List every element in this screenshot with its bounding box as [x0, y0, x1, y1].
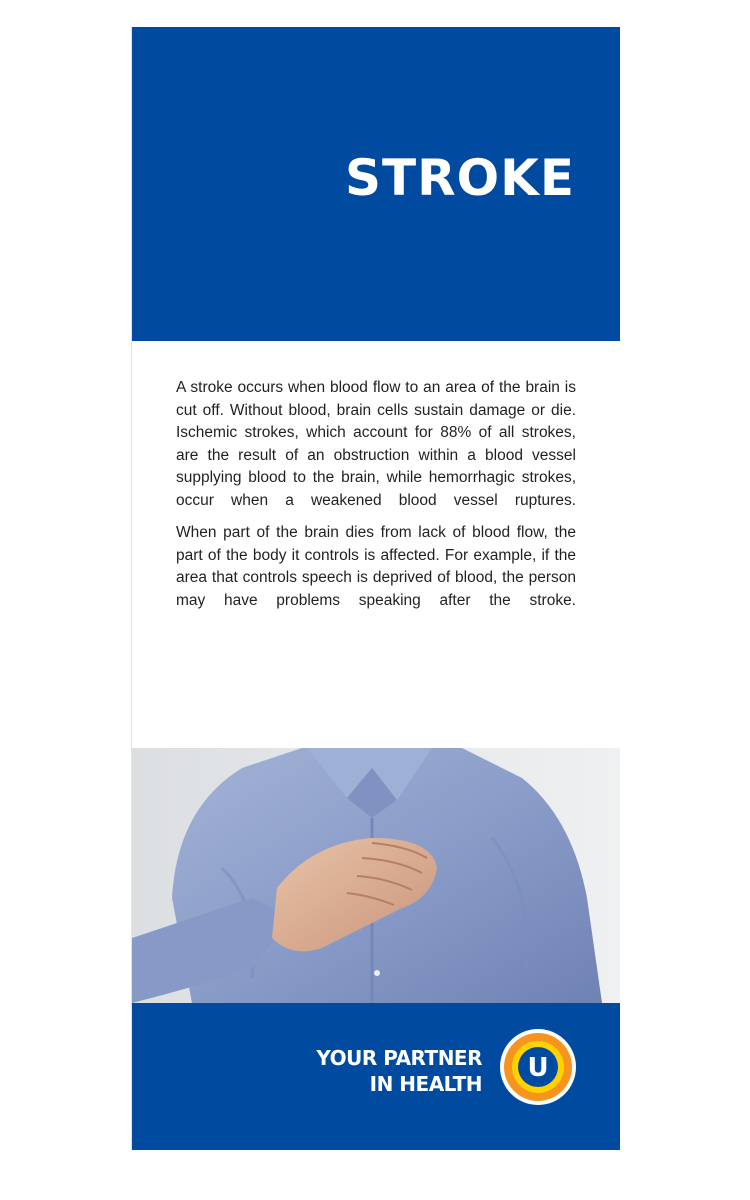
tagline-line-1: YOUR PARTNER: [316, 1046, 482, 1070]
body-text: [176, 377, 576, 622]
paragraph-stroke-effects: When part of the brain dies from lack of blood flow, the part of the body it controls is affected. For example, if the area that controls speech is deprived of blood, the person may have problems speaking after the stroke.: [176, 524, 576, 609]
chest-pain-photo: [132, 748, 620, 1003]
tagline: [316, 1045, 482, 1097]
photo-illustration: [132, 748, 620, 1003]
tagline-line-2: IN HEALTH: [369, 1072, 482, 1096]
title-banner: [132, 27, 620, 341]
footer-banner: [132, 1003, 620, 1150]
uniprix-logo-icon: [499, 1028, 577, 1106]
brochure-panel: [131, 27, 620, 1150]
page-title: STROKE: [344, 149, 575, 207]
logo-letter: U: [527, 1053, 549, 1083]
paragraph-stroke-definition: A stroke occurs when blood flow to an area of the brain is cut off. Without blood, brain cells sustain damage or die. Ischemic strokes, which account for 88% of all strokes, are the result of an obstruction within a blood vessel supplying blood to the brain, while hemorrhagic strokes, occur when a weakened blood vessel ruptures.: [176, 379, 576, 509]
